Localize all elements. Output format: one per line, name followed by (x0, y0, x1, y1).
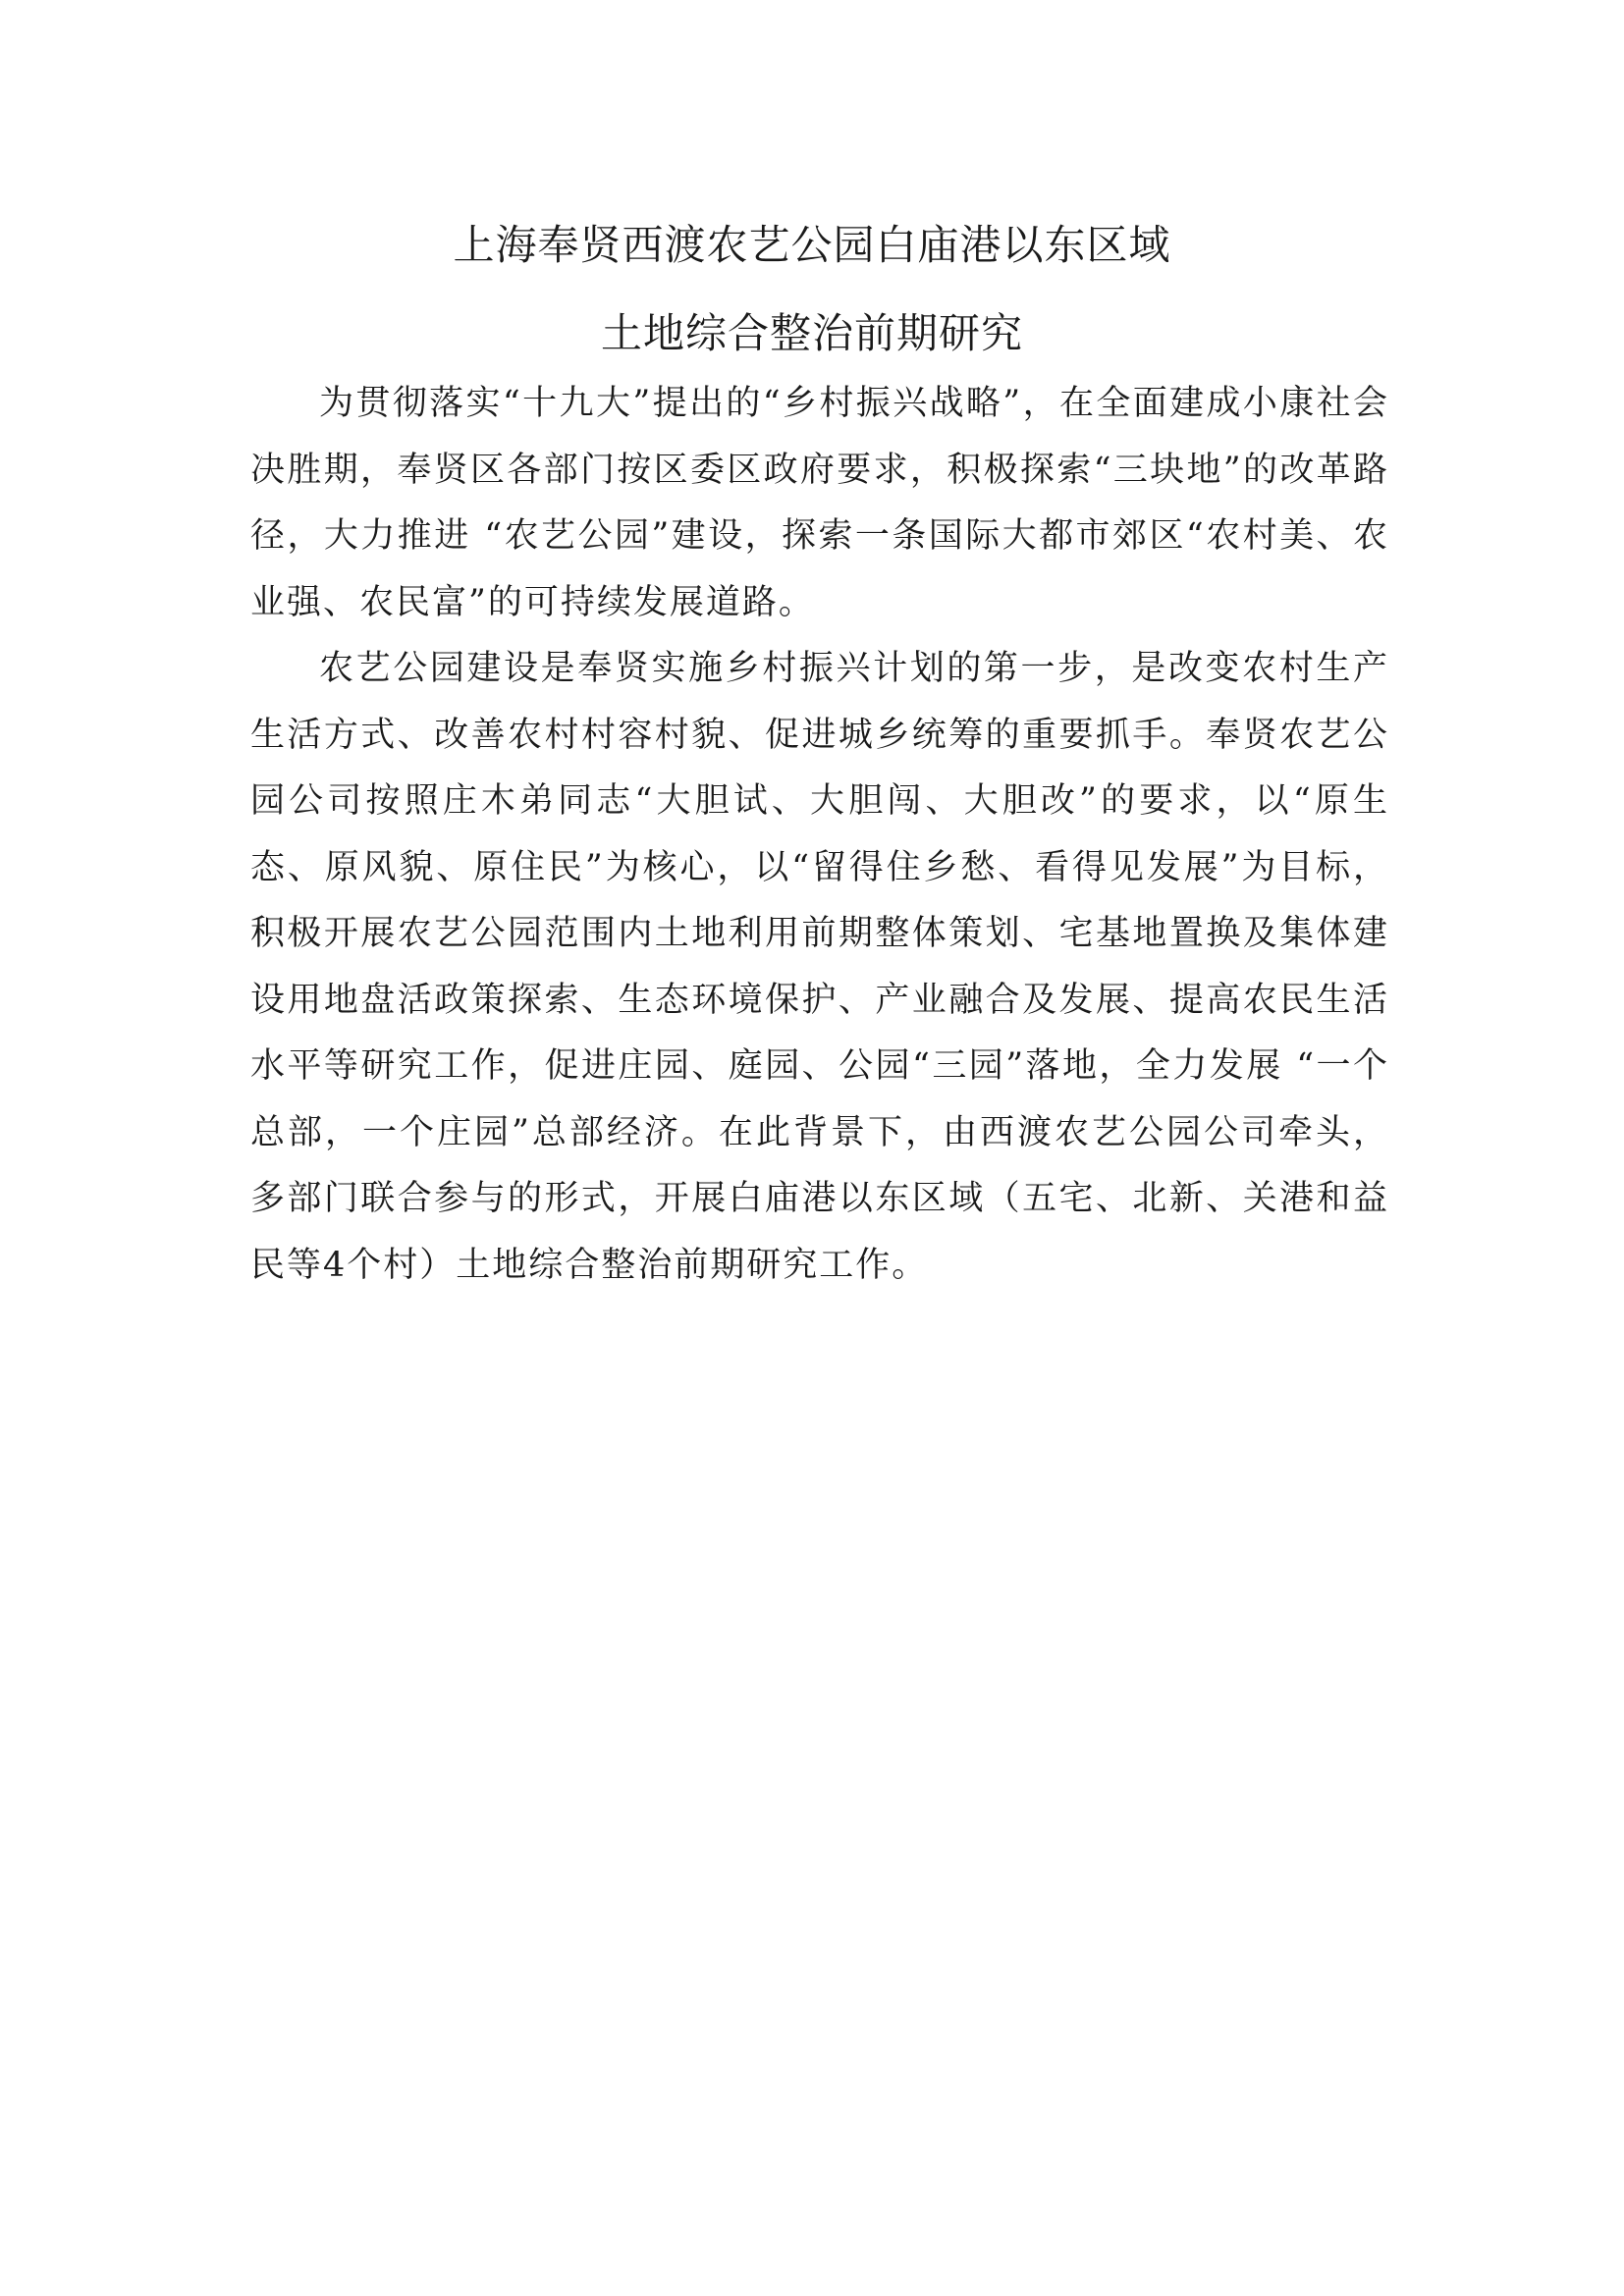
title-line-1: 上海奉贤西渡农艺公园白庙港以东区域 (453, 221, 1171, 269)
document-body (250, 371, 1389, 1299)
paragraph-2: 农艺公园建设是奉贤实施乡村振兴计划的第一步，是改变农村生产生活方式、改善农村村容村貌、促进城乡统筹的重要抓手。奉贤农艺公园公司按照庄木弟同志“大胆试、大胆闯、大胆改”的要求，以“原生态、原风貌、原住民”为核心，以“留得住乡愁、看得见发展”为目标，积极开展农艺公园范围内土地利用前期整体策划、宅基地置换及集体建设用地盘活政策探索、生态环境保护、产业融合及发展、提高农民生活水平等研究工作，促进庄园、庭园、公园“三园”落地，全力发展 “一个总部，一个庄园”总部经济。在此背景下，由西渡农艺公园公司牵头，多部门联合参与的形式，开展白庙港以东区域（五宅、北新、关港和益民等4个村）土地综合整治前期研究工作。 (250, 649, 1389, 1285)
paragraph-1: 为贯彻落实“十九大”提出的“乡村振兴战略”，在全面建成小康社会决胜期，奉贤区各部门按区委区政府要求，积极探索“三块地”的改革路径，大力推进 “农艺公园”建设，探索一条国际大都市郊区“农村美、农业强、农民富”的可持续发展道路。 (250, 384, 1389, 622)
document-title (0, 201, 1624, 378)
title-line-2: 土地综合整治前期研究 (600, 309, 1023, 357)
